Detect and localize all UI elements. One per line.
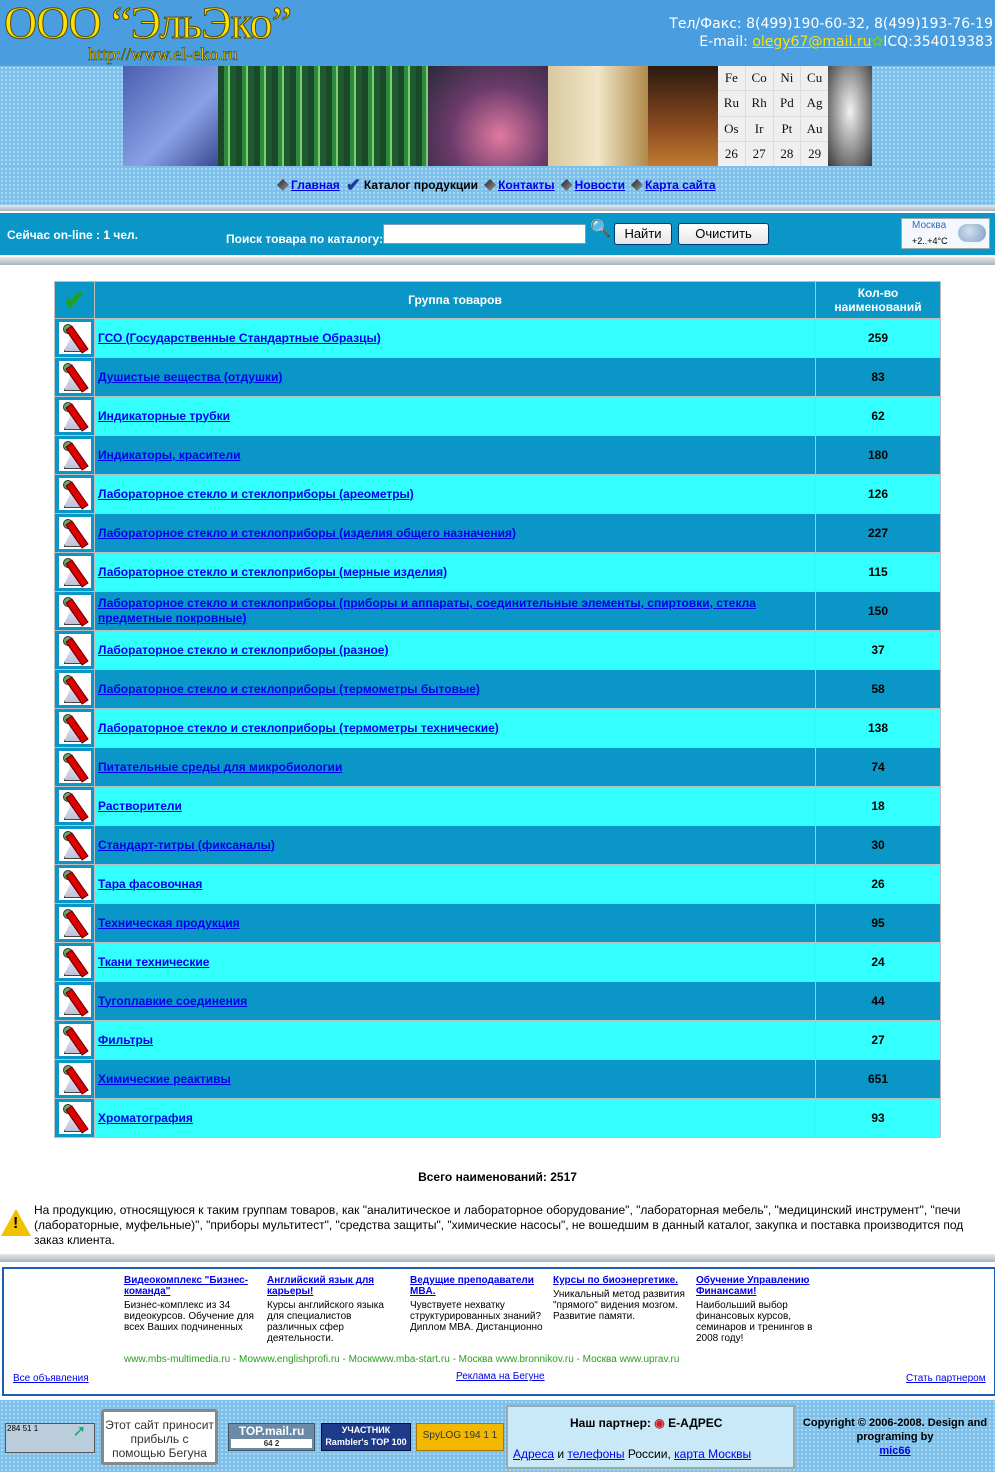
main-nav xyxy=(0,167,995,205)
category-name-cell xyxy=(95,826,816,865)
category-link[interactable]: Хроматография xyxy=(98,1110,193,1125)
category-link[interactable]: Фильтры xyxy=(98,1032,154,1047)
ad-text: Бизнес-комплекс из 34 видеокурсов. Обучение для всех Ваших подчиненных xyxy=(124,1300,254,1333)
category-name-cell xyxy=(95,787,816,826)
find-button[interactable]: Найти xyxy=(614,223,672,245)
begun-ads-link[interactable]: Реклама на Бегуне xyxy=(456,1371,545,1382)
order-note: На продукцию, относящуюся к таким группам товаров, как "аналитическое и лабораторное оборудование", "лабораторная мебель", "медицинский инструмент", "печи (лабораторные, муфельные)", "приборы мультитест", "средства защиты", "химические насосы", не вошедшим в данный каталог, закупка и поставка производится под заказ клиента. xyxy=(34,1203,964,1247)
bottles-image xyxy=(648,66,718,166)
ad-item xyxy=(267,1275,401,1344)
nav-news[interactable]: Новости xyxy=(574,178,625,192)
lab-flask-icon xyxy=(59,712,91,744)
company-logo: ООО “ЭльЭко” xyxy=(4,0,292,48)
search-icon: 🔍 xyxy=(590,219,612,238)
author-link[interactable]: mic66 xyxy=(879,1445,911,1457)
table-row xyxy=(55,826,941,865)
partner-link-addresses[interactable]: Адреса xyxy=(513,1447,555,1461)
category-name-cell xyxy=(95,943,816,982)
category-icon-cell xyxy=(55,982,95,1021)
category-icon-cell xyxy=(55,553,95,592)
table-row xyxy=(55,358,941,397)
category-link[interactable]: Лабораторное стекло и стеклоприборы (разное) xyxy=(98,642,389,657)
category-icon-cell xyxy=(55,943,95,982)
category-link[interactable]: Химические реактивы xyxy=(98,1071,231,1086)
table-row xyxy=(55,943,941,982)
divider xyxy=(0,257,995,265)
category-link[interactable]: Техническая продукция xyxy=(98,915,240,930)
table-row xyxy=(55,631,941,670)
table-row xyxy=(55,1060,941,1099)
category-count: 18 xyxy=(816,787,941,826)
lab-flask-icon xyxy=(59,439,91,471)
ad-item xyxy=(553,1275,687,1322)
site-url: http://www.el-eko.ru xyxy=(88,44,238,64)
lab-flask-icon xyxy=(59,790,91,822)
lab-flask-icon xyxy=(59,673,91,705)
ad-item xyxy=(696,1275,830,1344)
online-counter: Сейчас on-line : 1 чел. xyxy=(7,228,138,242)
topmail-counter[interactable]: TOP.mail.ru 64 2 xyxy=(228,1423,315,1451)
all-ads-link[interactable]: Все объявления xyxy=(13,1373,89,1384)
lab-flask-icon xyxy=(59,751,91,783)
search-label: Поиск товара по каталогу: xyxy=(226,232,384,246)
category-icon-cell xyxy=(55,592,95,631)
category-count: 93 xyxy=(816,1099,941,1138)
counter-1[interactable]: 284 51 1 ➚ xyxy=(5,1423,95,1453)
category-name-cell xyxy=(95,397,816,436)
cloud-icon xyxy=(958,224,986,242)
catalog-table xyxy=(54,281,941,1138)
refinery-image xyxy=(218,66,428,166)
lab-flask-icon xyxy=(59,595,91,627)
partner-title: Наш партнер: xyxy=(570,1416,651,1430)
category-icon-cell xyxy=(55,514,95,553)
category-name-cell xyxy=(95,670,816,709)
table-row xyxy=(55,1099,941,1138)
divider xyxy=(0,1254,995,1262)
category-count: 24 xyxy=(816,943,941,982)
category-link[interactable]: Ткани технические xyxy=(98,954,210,969)
category-count: 27 xyxy=(816,1021,941,1060)
ad-title[interactable]: Английский язык для карьеры! xyxy=(267,1275,375,1297)
become-partner-link[interactable]: Стать партнером xyxy=(906,1373,986,1384)
email-link[interactable]: olegy67@mail.ru xyxy=(752,34,872,50)
nav-home[interactable]: Главная xyxy=(291,178,340,192)
category-icon-cell xyxy=(55,631,95,670)
category-link[interactable]: Душистые вещества (отдушки) xyxy=(98,369,283,384)
category-name-cell xyxy=(95,1060,816,1099)
table-row xyxy=(55,319,941,358)
category-count: 74 xyxy=(816,748,941,787)
category-count: 180 xyxy=(816,436,941,475)
category-icon-cell xyxy=(55,358,95,397)
ad-title[interactable]: Курсы по биоэнергетике. xyxy=(553,1275,678,1286)
lab-flask-icon xyxy=(59,1024,91,1056)
category-icon-cell xyxy=(55,1021,95,1060)
category-count: 37 xyxy=(816,631,941,670)
nav-arrow-icon xyxy=(277,179,289,191)
category-icon-cell xyxy=(55,319,95,358)
lab-flask-icon xyxy=(59,868,91,900)
ad-urls[interactable]: www.mbs-multimedia.ru - Моwww.englishprofi.ru - Москwww.mba-start.ru - Москва www.bronnikov.ru - Москва www.uprav.ru xyxy=(124,1354,680,1365)
category-link[interactable]: Лабораторное стекло и стеклоприборы (ареометры) xyxy=(98,486,414,501)
category-icon-cell xyxy=(55,787,95,826)
lab-flask-icon xyxy=(59,361,91,393)
category-count: 150 xyxy=(816,592,941,631)
total-count: Всего наименований: 2517 xyxy=(418,1170,577,1184)
category-link[interactable]: Лабораторное стекло и стеклоприборы (приборы и аппараты, соединительные элементы, спиртовки, стекла предметные покровные) xyxy=(98,596,756,625)
category-name-cell xyxy=(95,709,816,748)
rambler-counter[interactable]: УЧАСТНИК Rambler's TOP 100 xyxy=(321,1423,411,1451)
category-icon-cell xyxy=(55,826,95,865)
table-row xyxy=(55,1021,941,1060)
weather-temp: +2..+4°C xyxy=(912,236,948,246)
lab-flask-icon xyxy=(59,322,91,354)
category-name-cell xyxy=(95,592,816,631)
nav-contacts[interactable]: Контакты xyxy=(498,178,555,192)
site-header xyxy=(0,0,995,66)
glassware-image xyxy=(548,66,648,166)
header-banner xyxy=(123,66,872,166)
table-row xyxy=(55,787,941,826)
lab-flask-icon xyxy=(59,1063,91,1095)
table-row xyxy=(55,475,941,514)
divider xyxy=(0,205,995,211)
category-name-cell xyxy=(95,904,816,943)
category-name-cell xyxy=(95,865,816,904)
table-row xyxy=(55,514,941,553)
lab-flask-icon xyxy=(59,907,91,939)
category-link[interactable]: ГСО (Государственные Стандартные Образцы) xyxy=(98,330,381,345)
category-icon-cell xyxy=(55,748,95,787)
nav-arrow-icon xyxy=(561,179,573,191)
category-name-cell xyxy=(95,631,816,670)
lab-flask-icon xyxy=(59,634,91,666)
category-link[interactable]: Стандарт-титры (фиксаналы) xyxy=(98,837,275,852)
nav-arrow-icon xyxy=(631,179,643,191)
nav-arrow-icon xyxy=(484,179,496,191)
lab-workers-image xyxy=(123,66,218,166)
ad-text: Курсы английского языка для специалистов различных сфер деятельности. xyxy=(267,1300,384,1344)
table-row xyxy=(55,748,941,787)
checkmark-icon: ✔ xyxy=(63,284,86,315)
category-link[interactable]: Лабораторное стекло и стеклоприборы (изделия общего назначения) xyxy=(98,525,517,540)
ad-text: Уникальный метод развития "прямого" видения мозгом. Развитие памяти. xyxy=(553,1289,685,1322)
lab-flask-icon xyxy=(59,985,91,1017)
arrow-icon: ➚ xyxy=(72,1423,86,1440)
category-name-cell xyxy=(95,514,816,553)
icq-flower-icon: ✿ xyxy=(871,34,884,50)
ad-title[interactable]: Обучение Управлению Финансами! xyxy=(696,1275,810,1297)
header-check xyxy=(55,282,95,319)
category-icon-cell xyxy=(55,397,95,436)
weather-city: Москва xyxy=(912,220,947,231)
weather-widget[interactable] xyxy=(901,218,990,249)
category-count: 62 xyxy=(816,397,941,436)
table-row xyxy=(55,553,941,592)
category-name-cell xyxy=(95,1021,816,1060)
partner-box: Наш партнер: ◉ Е-АДРЕС Адреса и телефоны России, карта Москвы xyxy=(506,1405,795,1469)
category-count: 227 xyxy=(816,514,941,553)
table-row xyxy=(55,436,941,475)
category-icon-cell xyxy=(55,475,95,514)
category-icon-cell xyxy=(55,1060,95,1099)
category-link[interactable]: Лабораторное стекло и стеклоприборы (мерные изделия) xyxy=(98,564,448,579)
category-count: 95 xyxy=(816,904,941,943)
category-icon-cell xyxy=(55,436,95,475)
partner-name: Е-АДРЕС xyxy=(668,1416,723,1430)
lab-flask-icon xyxy=(59,1102,91,1134)
category-count: 58 xyxy=(816,670,941,709)
partner-link-map[interactable]: карта Москвы xyxy=(674,1447,752,1461)
eadres-logo-icon: ◉ xyxy=(654,1416,665,1430)
nav-sitemap[interactable]: Карта сайта xyxy=(644,178,716,192)
category-name-cell xyxy=(95,1099,816,1138)
lab-flask-icon xyxy=(59,556,91,588)
ad-title[interactable]: Видеокомплекс "Бизнес-команда" xyxy=(124,1275,249,1297)
table-row xyxy=(55,592,941,631)
ad-title[interactable]: Ведущие преподаватели MBA. xyxy=(410,1275,534,1297)
spylog-counter[interactable]: SpyLOG 194 1 1 xyxy=(416,1423,504,1451)
warning-icon-mark: ! xyxy=(13,1215,19,1232)
category-link[interactable]: Индикаторные трубки xyxy=(98,408,230,423)
email-label: E-mail: xyxy=(699,34,748,50)
mendeleev-portrait xyxy=(828,66,872,166)
category-icon-cell xyxy=(55,865,95,904)
ad-block xyxy=(2,1267,995,1396)
search-input[interactable] xyxy=(383,224,586,244)
category-count: 83 xyxy=(816,358,941,397)
category-icon-cell xyxy=(55,1099,95,1138)
category-count: 138 xyxy=(816,709,941,748)
category-link[interactable]: Индикаторы, красители xyxy=(98,447,241,462)
category-link[interactable]: Лабораторное стекло и стеклоприборы (термометры технические) xyxy=(98,720,499,735)
category-link[interactable]: Растворители xyxy=(98,798,182,813)
category-link[interactable]: Тугоплавкие соединения xyxy=(98,993,248,1008)
category-count: 651 xyxy=(816,1060,941,1099)
category-link[interactable]: Тара фасовочная xyxy=(98,876,203,891)
lab-flask-icon xyxy=(59,517,91,549)
category-name-cell xyxy=(95,358,816,397)
category-count: 26 xyxy=(816,865,941,904)
lab-flask-icon xyxy=(59,946,91,978)
table-row xyxy=(55,709,941,748)
ad-text: Чувствуете нехватку структурированных знаний? Диплом MBA. Дистанционно xyxy=(410,1300,543,1333)
category-name-cell xyxy=(95,319,816,358)
ad-text: Наибольший выбор финансовых курсов, семинаров и тренингов в 2008 году! xyxy=(696,1300,813,1344)
ad-item xyxy=(410,1275,544,1333)
category-name-cell xyxy=(95,475,816,514)
category-count: 126 xyxy=(816,475,941,514)
category-icon-cell xyxy=(55,904,95,943)
header-group: Группа товаров xyxy=(95,282,816,319)
flask-image xyxy=(428,66,548,166)
phone-text: Тел/Факс: 8(499)190-60-32, 8(499)193-76-19 xyxy=(669,16,993,32)
table-row xyxy=(55,670,941,709)
category-count: 259 xyxy=(816,319,941,358)
begun-banner[interactable]: Этот сайт приносит прибыль с помощью Бегуна xyxy=(101,1409,218,1465)
category-link[interactable]: Лабораторное стекло и стеклоприборы (термометры бытовые) xyxy=(98,681,480,696)
copyright: Copyright © 2006-2008. Design and programing by mic66 xyxy=(802,1417,988,1457)
partner-link-phones[interactable]: телефоны xyxy=(567,1447,625,1461)
table-row xyxy=(55,865,941,904)
lab-flask-icon xyxy=(59,400,91,432)
category-name-cell xyxy=(95,436,816,475)
category-name-cell xyxy=(95,982,816,1021)
clear-button[interactable]: Очистить xyxy=(678,223,769,245)
category-count: 44 xyxy=(816,982,941,1021)
contact-info xyxy=(669,15,993,51)
search-bar xyxy=(0,213,995,255)
category-icon-cell xyxy=(55,670,95,709)
icq-text: ICQ:354019383 xyxy=(883,34,993,50)
category-icon-cell xyxy=(55,709,95,748)
lab-flask-icon xyxy=(59,829,91,861)
ad-item xyxy=(124,1275,258,1333)
table-row xyxy=(55,982,941,1021)
category-name-cell xyxy=(95,748,816,787)
checkmark-icon: ✔ xyxy=(345,175,361,195)
periodic-table-image: Fe Co Ni Cu Ru Rh Pd Ag Os Ir Pt Au 26 27 28 29 xyxy=(718,66,828,166)
category-count: 30 xyxy=(816,826,941,865)
lab-flask-icon xyxy=(59,478,91,510)
table-row xyxy=(55,397,941,436)
nav-catalog-active: Каталог продукции xyxy=(363,178,479,192)
category-link[interactable]: Питательные среды для микробиологии xyxy=(98,759,343,774)
header-count: Кол-во наименований xyxy=(816,282,941,319)
category-count: 115 xyxy=(816,553,941,592)
table-row xyxy=(55,904,941,943)
category-name-cell xyxy=(95,553,816,592)
